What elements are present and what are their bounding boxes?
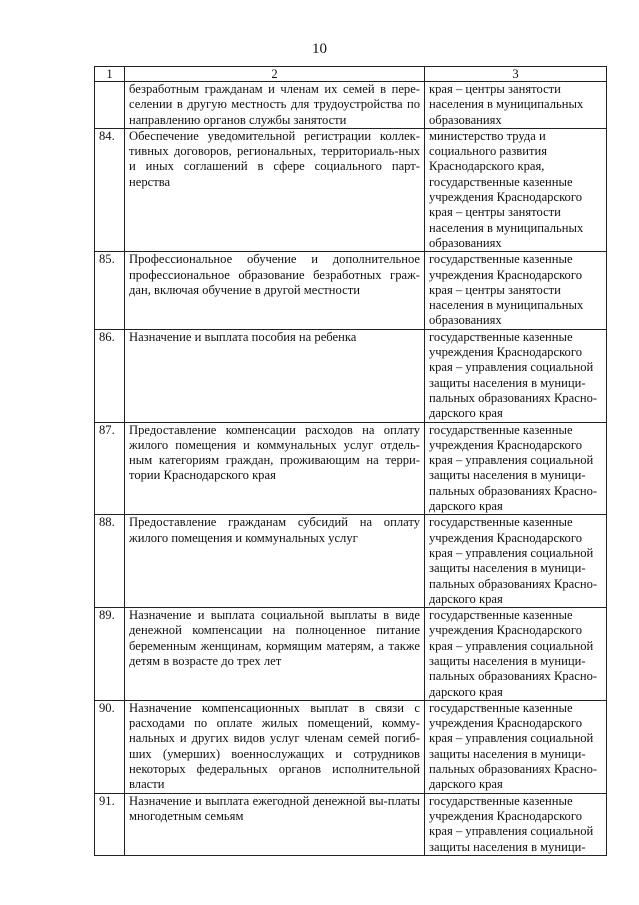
table-header-row <box>95 67 607 82</box>
service-name: Предоставление компенсации расходов на оплату жилого помещения и коммунальных услуг отдель-ным категориям граждан, проживающим на терри-тории Краснодарского края <box>125 422 425 515</box>
services-table <box>94 66 607 856</box>
table-row <box>95 700 607 793</box>
table-row <box>95 793 607 855</box>
responsible-agency: государственные казенные учреждения Краснодарского края – управления социальной защиты населения в муници-пальных образованиях Красно-дарского края <box>425 422 607 515</box>
service-name: Назначение и выплата социальной выплаты в виде денежной компенсации на полноценное питание беременным женщинам, кормящим матерям, а также детям в возрасте до трех лет <box>125 608 425 701</box>
responsible-agency: государственные казенные учреждения Краснодарского края – управления социальной защиты населения в муници- <box>425 793 607 855</box>
row-number: 89. <box>95 608 125 701</box>
header-col-2: 2 <box>125 67 425 82</box>
page-number: 10 <box>312 41 327 57</box>
service-name: Предоставление гражданам субсидий на оплату жилого помещения и коммунальных услуг <box>125 515 425 608</box>
service-name: Назначение компенсационных выплат в связи с расходами по оплате жилых помещений, комму-нальных и других видов услуг членам семей погиб-ших (умерших) военнослужащих и сотрудников некоторых федеральных органов исполнительной власти <box>125 700 425 793</box>
responsible-agency: министерство труда и социального развития Краснодарского края, государственные казенные учреждения Краснодарского края – центры занятости населения в муниципальных образованиях <box>425 128 607 251</box>
responsible-agency: государственные казенные учреждения Краснодарского края – управления социальной защиты населения в муници-пальных образованиях Красно-дарского края <box>425 515 607 608</box>
row-number: 88. <box>95 515 125 608</box>
row-number: 90. <box>95 700 125 793</box>
table-row <box>95 608 607 701</box>
table-row <box>95 128 607 251</box>
service-name: Профессиональное обучение и дополнительное профессиональное образование безработных граж-дан, включая обучение в другой местности <box>125 252 425 329</box>
row-number: 86. <box>95 329 125 422</box>
table-row <box>95 515 607 608</box>
row-number: 91. <box>95 793 125 855</box>
table-row <box>95 252 607 329</box>
table-row <box>95 422 607 515</box>
table-row <box>95 82 607 129</box>
row-number: 85. <box>95 252 125 329</box>
table-row <box>95 329 607 422</box>
header-col-1: 1 <box>95 67 125 82</box>
responsible-agency: государственные казенные учреждения Краснодарского края – управления социальной защиты населения в муници-пальных образованиях Красно-дарского края <box>425 700 607 793</box>
service-name: Назначение и выплата ежегодной денежной вы-платы многодетным семьям <box>125 793 425 855</box>
service-name: Обеспечение уведомительной регистрации коллек-тивных договоров, региональных, территориаль-ных и иных соглашений в сфере социального парт-нерства <box>125 128 425 251</box>
row-number: 87. <box>95 422 125 515</box>
service-name: безработным гражданам и членам их семей в пере-селении в другую местность для трудоустройства по направлению органов службы занятости <box>125 82 425 129</box>
responsible-agency: государственные казенные учреждения Краснодарского края – центры занятости населения в муниципальных образованиях <box>425 252 607 329</box>
row-number: 84. <box>95 128 125 251</box>
row-number <box>95 82 125 129</box>
responsible-agency: государственные казенные учреждения Краснодарского края – управления социальной защиты населения в муници-пальных образованиях Красно-дарского края <box>425 329 607 422</box>
responsible-agency: государственные казенные учреждения Краснодарского края – управления социальной защиты населения в муници-пальных образованиях Красно-дарского края <box>425 608 607 701</box>
responsible-agency: края – центры занятости населения в муниципальных образованиях <box>425 82 607 129</box>
header-col-3: 3 <box>425 67 607 82</box>
service-name: Назначение и выплата пособия на ребенка <box>125 329 425 422</box>
